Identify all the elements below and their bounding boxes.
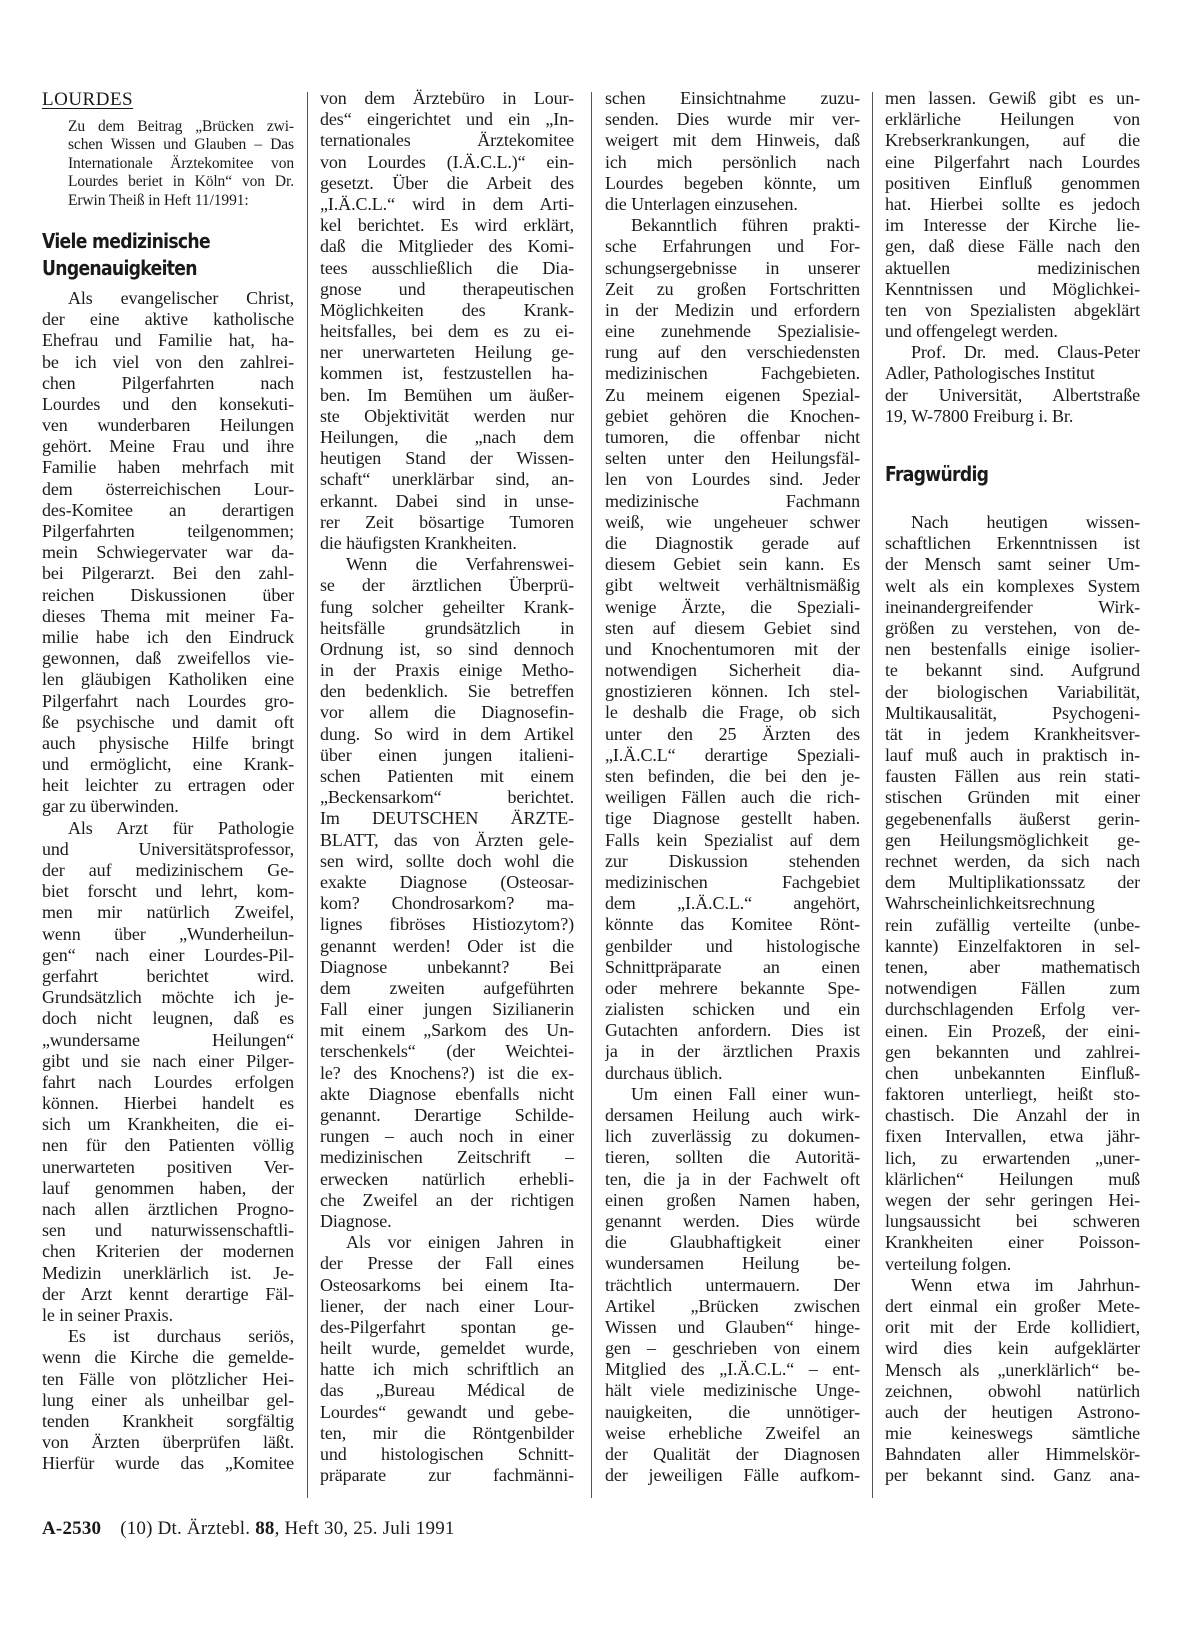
text-line: Multikausalität, Psychogeni- xyxy=(885,702,1140,723)
text-line: ven wunderbaren Heilungen xyxy=(42,415,294,436)
text-line: milie habe ich den Eindruck xyxy=(42,626,294,647)
text-line: Um einen Fall einer wun- xyxy=(631,1083,860,1104)
text-line: „Beckensarkom“ berichtet. xyxy=(320,787,574,808)
text-line: der Mensch samt seiner Um- xyxy=(885,554,1140,575)
text-line: notwendigen Fällen zum xyxy=(885,978,1140,999)
text-line: gen Heilungsmöglichkeit ge- xyxy=(885,829,1140,850)
text-line: len gläubigen Katholiken eine xyxy=(42,669,294,690)
text-line: wundersamen Heilung be- xyxy=(605,1253,860,1274)
text-line: genannt werden. Dies würde xyxy=(605,1210,860,1231)
text-line: sich um Krankheiten, die ei- xyxy=(42,1114,294,1135)
text-line: men mir natürlich Zweifel, xyxy=(42,902,294,923)
second-headline xyxy=(885,461,1140,488)
text-line: sche Erfahrungen und For- xyxy=(605,236,860,257)
text-line: ja in der ärztlichen Praxis xyxy=(605,1041,860,1062)
text-line: Im DEUTSCHEN ÄRZTE- xyxy=(320,808,574,829)
text-line: heitsfalles, bei dem es zu ei- xyxy=(320,321,574,342)
text-line: fung solcher geheilter Krank- xyxy=(320,596,574,617)
text-line: len von Lourdes sind. Jeder xyxy=(605,469,860,490)
text-line: biet forscht und lehrt, kom- xyxy=(42,881,294,902)
text-line: nauigkeiten, die unnötiger- xyxy=(605,1401,860,1422)
column-rule xyxy=(872,92,873,1498)
text-line: Als Arzt für Pathologie xyxy=(68,817,294,838)
text-line: des“ eingerichtet und ein „In- xyxy=(320,109,574,130)
text-line: der eine aktive katholische xyxy=(42,309,294,330)
text-line: im Interesse der Kirche lie- xyxy=(885,215,1140,236)
text-line: „I.Ä.C.L.“ wird in dem Arti- xyxy=(320,193,574,214)
journal-name: (10) Dt. Ärztebl. xyxy=(120,1518,251,1539)
issue-date: , Heft 30, 25. Juli 1991 xyxy=(274,1518,455,1539)
text-line: ternationales Ärztekomitee xyxy=(320,130,574,151)
text-line: Hierfür wurde das „Komitee xyxy=(42,1453,294,1474)
text-line: terschenkels“ (der Weichtei- xyxy=(320,1041,574,1062)
text-line: unter den 25 Ärzten des xyxy=(605,723,860,744)
text-line: heit leichter zu ertragen oder xyxy=(42,775,294,796)
text-line: gesetzt. Über die Arbeit des xyxy=(320,172,574,193)
text-line: genbilder und histologische xyxy=(605,935,860,956)
text-line: der Qualität der Diagnosen xyxy=(605,1444,860,1464)
text-line: gnose und therapeutischen xyxy=(320,278,574,299)
column-4 xyxy=(885,88,1140,1487)
text-line: zur Diskussion stehenden xyxy=(605,850,860,871)
text-line: gehört. Meine Frau und ihre xyxy=(42,436,294,457)
text-line: se der ärztlichen Überprü- xyxy=(320,575,574,596)
text-line: klärlichen“ Heilungen muß xyxy=(885,1168,1140,1189)
text-line: ße psychische und damit oft xyxy=(42,711,294,732)
text-line: gnostizieren können. Ich stel- xyxy=(605,681,860,702)
text-line: hält viele medizinische Unge- xyxy=(605,1380,860,1401)
text-line: Osteosarkoms bei einem Ita- xyxy=(320,1274,574,1295)
text-line: Krebserkrankungen, auf die xyxy=(885,130,1140,151)
text-line: weise erhebliche Zweifel an xyxy=(605,1422,860,1443)
text-line: dem Multiplikationssatz der xyxy=(885,872,1140,893)
text-line: te bekannt sind. Aufgrund xyxy=(885,660,1140,681)
column-1 xyxy=(42,88,294,1474)
text-line: be ich viel von den zahlrei- xyxy=(42,351,294,372)
intro-note xyxy=(42,118,294,210)
text-line: und offengelegt werden. xyxy=(885,321,1058,342)
text-line: tieren, sollten die Autoritä- xyxy=(605,1147,860,1168)
text-line: schaft“ unerklärbar sind, an- xyxy=(320,469,574,490)
text-line: „I.Ä.C.L“ derartige Speziali- xyxy=(605,744,860,765)
text-line: ten von Spezialisten abgeklärt xyxy=(885,299,1140,320)
text-line: doch nicht leugnen, daß es xyxy=(42,1008,294,1029)
text-line: ich mich persönlich nach xyxy=(605,151,860,172)
text-line: eine Pilgerfahrt nach Lourdes xyxy=(885,151,1140,172)
text-line: der jeweiligen Fälle aufkom- xyxy=(605,1465,860,1486)
text-line: dersamen Heilung auch wirk- xyxy=(605,1105,860,1125)
text-line: bei Pilgerarzt. Bei den zahl- xyxy=(42,563,294,584)
text-line: nach allen ärztlichen Progno- xyxy=(42,1199,294,1220)
text-line: kannte) Einzelfaktoren in sel- xyxy=(885,935,1140,956)
text-line: ten Fälle von plötzlicher Hei- xyxy=(42,1368,294,1389)
text-line: dung. So wird in dem Artikel xyxy=(320,723,574,744)
text-line: zialisten schicken und ein xyxy=(605,999,860,1020)
column-4-text xyxy=(885,88,1140,427)
text-line: heilt wurde, gemeldet wurde, xyxy=(320,1338,574,1359)
text-line: welt als ein komplexes System xyxy=(885,575,1140,596)
text-line: tige Diagnose gestellt haben. xyxy=(605,808,860,829)
text-line: durchschlagenden Erfolg ver- xyxy=(885,999,1140,1020)
text-line: wenn die Kirche die gemelde- xyxy=(42,1347,294,1368)
text-line: Schnittpräparate an einen xyxy=(605,956,860,977)
text-line: lauf genommen haben, der xyxy=(42,1177,294,1198)
text-line: „wundersame Heilungen“ xyxy=(42,1029,294,1050)
text-line: Diagnose unbekannt? Bei xyxy=(320,956,574,977)
text-line: Bekanntlich führen prakti- xyxy=(631,215,860,236)
text-line: rer Zeit bösartige Tumoren xyxy=(320,511,574,532)
text-line: liener, der nach einer Lour- xyxy=(320,1295,574,1316)
column-2-text xyxy=(320,88,574,1486)
intro-line: Internationale Ärztekomitee von xyxy=(68,154,294,172)
text-line: lignes fibröses Histiozytom?) xyxy=(320,914,574,935)
text-line: in der Praxis einige Metho- xyxy=(320,660,574,681)
text-line: gerfahrt berichtet wird. xyxy=(42,965,294,986)
text-line: lich, zu erwartenden „uner- xyxy=(885,1147,1140,1168)
text-line: medizinischen Fachgebiet xyxy=(605,871,860,892)
text-line: Artikel „Brücken zwischen xyxy=(605,1295,860,1316)
text-line: trächtlich untermauern. Der xyxy=(605,1274,860,1295)
text-line: wird dies kein aufgeklärter xyxy=(885,1338,1140,1359)
headline-line: Ungenauigkeiten xyxy=(42,255,197,280)
text-line: lung einer als unheilbar gel- xyxy=(42,1389,294,1410)
text-line: Lourdes“ gewandt und gebe- xyxy=(320,1401,574,1422)
intro-line: Lourdes beriet in Köln“ von Dr. xyxy=(68,173,294,191)
text-line: akte Diagnose ebenfalls nicht xyxy=(320,1083,574,1104)
text-line: schaftlichen Erkenntnissen ist xyxy=(885,533,1140,554)
text-line: weiß, wie ungeheuer schwer xyxy=(605,511,860,532)
text-line: reichen Diskussionen über xyxy=(42,584,294,605)
text-line: die Unterlagen einzusehen. xyxy=(605,193,798,214)
text-line: rechnet werden, da sich nach xyxy=(885,851,1140,871)
text-line: hat. Hierbei sollte es jedoch xyxy=(885,193,1140,214)
text-line: le? des Knochens?) ist die ex- xyxy=(320,1062,574,1083)
text-line: fahrt nach Lourdes erfolgen xyxy=(42,1071,294,1092)
text-line: Wissen und Glauben“ hinge- xyxy=(605,1316,860,1337)
text-line: wegen der sehr geringen Hei- xyxy=(885,1190,1140,1210)
text-line: Zeit zu großen Fortschritten xyxy=(605,278,860,299)
text-line: weiligen Fällen auch die rich- xyxy=(605,787,860,808)
column-2 xyxy=(320,88,574,1486)
text-line: ner unerwarteten Heilung ge- xyxy=(320,342,574,363)
text-line: medizinischen Fachgebieten. xyxy=(605,363,860,384)
text-line: chen unbekannten Einfluß- xyxy=(885,1062,1140,1083)
text-line: Kenntnissen und Möglichkei- xyxy=(885,278,1140,299)
text-line: auch physische Hilfe bringt xyxy=(42,732,294,753)
text-line: Mensch als „unerklärlich“ be- xyxy=(885,1359,1140,1380)
text-line: lich zuverlässig zu dokumen- xyxy=(605,1126,860,1147)
text-line: Diagnose. xyxy=(320,1210,392,1231)
text-line: Bahndaten aller Himmelskör- xyxy=(885,1444,1140,1465)
text-line: Lourdes und den konsekuti- xyxy=(42,393,294,414)
text-line: und ermöglicht, eine Krank- xyxy=(42,754,294,775)
text-line: dem zweiten aufgeführten xyxy=(320,977,574,998)
text-line: nen für den Patienten völlig xyxy=(42,1135,294,1156)
text-line: ste Objektivität werden nur xyxy=(320,405,574,426)
text-line: schen Einsichtnahme zuzu- xyxy=(605,88,860,108)
text-line: von Ärzten überprüfen läßt. xyxy=(42,1432,294,1453)
text-line: ten, mir die Röntgenbilder xyxy=(320,1422,574,1443)
text-line: men lassen. Gewiß gibt es un- xyxy=(885,88,1140,108)
text-line: genannt werden! Oder ist die xyxy=(320,935,574,956)
text-line: chastisch. Die Anzahl der in xyxy=(885,1105,1140,1126)
text-line: Ordnung ist, so sind dennoch xyxy=(320,638,574,659)
text-line: der Universität, Albertstraße xyxy=(885,384,1140,405)
text-line: Krankheiten einer Poisson- xyxy=(885,1232,1140,1253)
text-line: Medizin unerklärlich ist. Je- xyxy=(42,1262,294,1283)
text-line: le in seiner Praxis. xyxy=(42,1304,173,1325)
text-line: gibt weltweit verhältnismäßig xyxy=(605,575,860,596)
text-line: fausten Fällen aus rein stati- xyxy=(885,766,1140,787)
text-line: dem „I.Ä.C.L.“ angehört, xyxy=(605,893,860,914)
text-line: Prof. Dr. med. Claus-Peter xyxy=(911,342,1140,363)
text-line: Pilgerfahrten teilgenommen; xyxy=(42,521,294,542)
text-line: selten unter den Heilungsfäl- xyxy=(605,448,860,469)
text-line: Möglichkeiten des Krank- xyxy=(320,299,574,320)
text-line: Als vor einigen Jahren in xyxy=(346,1232,574,1253)
text-line: Falls kein Spezialist auf dem xyxy=(605,829,860,850)
text-line: Grundsätzlich möchte ich je- xyxy=(42,987,294,1008)
text-line: einen großen Namen haben, xyxy=(605,1189,860,1210)
text-line: schen Patienten mit einem xyxy=(320,766,574,786)
text-line: Familie haben mehrfach mit xyxy=(42,457,294,478)
text-line: von Lourdes (I.Ä.C.L.)“ ein- xyxy=(320,151,574,172)
text-line: kom? Chondrosarkom? ma- xyxy=(320,893,574,914)
text-line: rung auf den verschiedensten xyxy=(605,342,860,363)
text-line: das „Bureau Médical de xyxy=(320,1380,574,1401)
intro-line: Erwin Theiß in Heft 11/1991: xyxy=(68,191,249,209)
text-line: BLATT, das von Ärzten gele- xyxy=(320,829,574,850)
column-rule xyxy=(591,92,592,1498)
text-line: kel berichtet. Es wird erklärt, xyxy=(320,215,574,236)
text-line: notwendigen Sicherheit dia- xyxy=(605,660,860,681)
text-line: medizinischen Zeitschrift – xyxy=(320,1147,574,1168)
text-line: des-Komitee an derartigen xyxy=(42,499,294,520)
text-line: daß die Mitglieder des Komi- xyxy=(320,236,574,257)
text-line: ten, die ja in der Fachwelt oft xyxy=(605,1168,860,1189)
text-line: Fall einer jungen Sizilianerin xyxy=(320,999,574,1020)
text-line: rungen – auch noch in einer xyxy=(320,1126,574,1147)
text-line: fixen Intervallen, etwa jähr- xyxy=(885,1126,1140,1147)
text-line: chen Kriterien der modernen xyxy=(42,1241,294,1262)
text-line: des-Pilgerfahrt spontan ge- xyxy=(320,1316,574,1337)
text-line: und histologischen Schnitt- xyxy=(320,1444,574,1464)
page-footer xyxy=(42,1518,455,1540)
text-line: Gutachten anfordern. Dies ist xyxy=(605,1020,860,1041)
text-line: Adler, Pathologisches Institut xyxy=(885,363,1095,384)
text-line: Pilgerfahrt nach Lourdes gro- xyxy=(42,690,294,711)
text-line: gewonnen, daß zweifellos vie- xyxy=(42,648,294,669)
text-line: exakte Diagnose (Osteosar- xyxy=(320,871,574,892)
text-line: und Universitätsprofessor, xyxy=(42,838,294,859)
text-line: den bedenklich. Sie betreffen xyxy=(320,681,574,702)
text-line: nen bestenfalls einige isolier- xyxy=(885,639,1140,660)
text-line: könnte das Komitee Rönt- xyxy=(605,914,860,935)
text-line: Als evangelischer Christ, xyxy=(68,287,294,308)
text-line: der auf medizinischem Ge- xyxy=(42,860,294,881)
text-line: positiven Einfluß genommen xyxy=(885,172,1140,193)
text-line: mie keineswegs sämtliche xyxy=(885,1423,1140,1444)
text-line: tenden Krankheit sorgfältig xyxy=(42,1410,294,1431)
text-line: in der Medizin und erfordern xyxy=(605,299,860,320)
text-line: che Zweifel an der richtigen xyxy=(320,1189,574,1210)
page-number: A-2530 xyxy=(42,1518,102,1539)
text-line: hatte ich mich schriftlich an xyxy=(320,1359,574,1380)
text-line: mein Schwiegervater war da- xyxy=(42,542,294,563)
text-line: dem österreichischen Lour- xyxy=(42,478,294,499)
text-line: gar zu überwinden. xyxy=(42,796,179,817)
text-line: gen – geschrieben von einem xyxy=(605,1338,860,1359)
text-line: größen zu verstehen, von de- xyxy=(885,617,1140,638)
text-line: verteilung folgen. xyxy=(885,1253,1012,1274)
volume-number: 88 xyxy=(255,1518,275,1539)
text-line: stischen Gründen mit einer xyxy=(885,787,1140,808)
second-headline-text: Fragwürdig xyxy=(885,462,989,486)
text-line: lungsaussicht bei schweren xyxy=(885,1211,1140,1232)
text-line: präparate zur fachmänni- xyxy=(320,1465,574,1486)
text-line: dert einmal ein großer Mete- xyxy=(885,1295,1140,1316)
text-line: oder mehrere bekannte Spe- xyxy=(605,977,860,998)
text-line: medizinische Fachmann xyxy=(605,490,860,511)
text-line: le deshalb die Frage, ob sich xyxy=(605,702,860,723)
text-line: Wahrscheinlichkeitsrechnung xyxy=(885,893,1095,914)
text-line: diesem Gebiet sein kann. Es xyxy=(605,554,860,575)
text-line: gegebenenfalls äußerst gerin- xyxy=(885,808,1140,829)
text-line: orit mit der Erde kollidiert, xyxy=(885,1317,1140,1338)
text-line: dieses Thema mit meiner Fa- xyxy=(42,605,294,626)
text-line: gen bekannten und zahlrei- xyxy=(885,1041,1140,1062)
text-line: per bekannt sind. Ganz ana- xyxy=(885,1465,1140,1486)
text-line: unerwarteten positiven Ver- xyxy=(42,1156,294,1177)
text-line: Zu meinem eigenen Spezial- xyxy=(605,384,860,405)
text-line: sen wird, sollte doch wohl die xyxy=(320,850,574,871)
text-line: erwecken natürlich erhebli- xyxy=(320,1168,574,1189)
text-line: die Diagnostik gerade auf xyxy=(605,532,860,553)
text-line: der Presse der Fall eines xyxy=(320,1253,574,1274)
text-line: Wenn etwa im Jahrhun- xyxy=(911,1274,1140,1295)
column-3-text xyxy=(605,88,860,1486)
text-line: wenn über „Wunderheilun- xyxy=(42,923,294,944)
column-4b-text xyxy=(885,512,1140,1487)
text-line: ineinandergreifender Wirk- xyxy=(885,596,1140,617)
text-line: können. Hierbei handelt es xyxy=(42,1093,294,1114)
text-line: Ehefrau und Familie hat, ha- xyxy=(42,330,294,351)
text-line: die häufigsten Krankheiten. xyxy=(320,532,517,553)
text-line: einen. Ein Prozeß, der eini- xyxy=(885,1020,1140,1041)
text-line: Nach heutigen wissen- xyxy=(911,512,1140,532)
text-line: wenige Ärzte, die Speziali- xyxy=(605,596,860,617)
headline xyxy=(42,228,294,282)
text-line: erklärliche Heilungen von xyxy=(885,109,1140,130)
text-line: aktuellen medizinischen xyxy=(885,257,1140,278)
text-line: gibt und sie nach einer Pilger- xyxy=(42,1050,294,1071)
text-line: genannt. Derartige Schilde- xyxy=(320,1105,574,1125)
text-line: tumoren, die offenbar nicht xyxy=(605,427,860,447)
text-line: zeichnen, obwohl natürlich xyxy=(885,1380,1140,1401)
text-line: senden. Dies wurde mir ver- xyxy=(605,109,860,130)
text-line: gen, daß diese Fälle nach den xyxy=(885,236,1140,257)
column-3 xyxy=(605,88,860,1486)
intro-line: Zu dem Beitrag „Brücken zwi- xyxy=(68,118,294,135)
text-line: Wenn die Verfahrenswei- xyxy=(346,554,574,575)
text-line: über einen jungen italieni- xyxy=(320,744,574,765)
headline-line: Viele medizinische xyxy=(42,228,210,253)
text-line: und Knochentumoren mit der xyxy=(605,638,860,659)
text-line: Mitglied des „I.Ä.C.L.“ – ent- xyxy=(605,1359,860,1380)
text-line: tenen, aber mathematisch xyxy=(885,956,1140,977)
intro-line: schen Wissen und Glauben – Das xyxy=(68,136,294,154)
text-line: vor allem die Diagnosefin- xyxy=(320,702,574,723)
text-line: sen und naturwissenschaftli- xyxy=(42,1220,294,1241)
section-kicker: LOURDES xyxy=(42,89,134,110)
text-line: sten befinden, die bei den je- xyxy=(605,766,860,786)
text-line: sten auf diesem Gebiet sind xyxy=(605,617,860,638)
text-line: 19, W-7800 Freiburg i. Br. xyxy=(885,405,1074,426)
text-line: kommen ist, festzustellen ha- xyxy=(320,363,574,384)
text-line: ben. Im Bemühen um äußer- xyxy=(320,384,574,405)
text-line: Es ist durchaus seriös, xyxy=(68,1326,294,1347)
text-line: rein zufällig verteilte (unbe- xyxy=(885,914,1140,935)
text-line: mit einem „Sarkom des Un- xyxy=(320,1020,574,1041)
text-line: weigert mit dem Hinweis, daß xyxy=(605,130,860,151)
text-line: die Glaubhaftigkeit einer xyxy=(605,1232,860,1253)
text-line: der biologischen Variabilität, xyxy=(885,681,1140,702)
text-line: auch der heutigen Astrono- xyxy=(885,1401,1140,1422)
text-line: schungsergebnisse in unserer xyxy=(605,257,860,278)
text-line: tät in jedem Krankheitsver- xyxy=(885,723,1140,744)
text-line: durchaus üblich. xyxy=(605,1062,723,1083)
column-rule xyxy=(307,92,308,1498)
text-line: lauf muß auch in praktisch in- xyxy=(885,745,1140,766)
text-line: heitsfälle grundsätzlich in xyxy=(320,617,574,638)
text-line: gen“ nach einer Lourdes-Pil- xyxy=(42,944,294,965)
text-line: chen Pilgerfahrten nach xyxy=(42,372,294,393)
text-line: erkannt. Dabei sind in unse- xyxy=(320,490,574,511)
text-line: tees ausschließlich die Dia- xyxy=(320,257,574,278)
text-line: heutigen Stand der Wissen- xyxy=(320,448,574,469)
text-line: Heilungen, die „nach dem xyxy=(320,427,574,447)
text-line: gebiet gehören die Knochen- xyxy=(605,405,860,426)
text-line: faktoren unterliegt, heißt sto- xyxy=(885,1084,1140,1105)
text-line: Lourdes begeben könnte, um xyxy=(605,172,860,193)
text-line: eine zunehmende Spezialisie- xyxy=(605,321,860,342)
text-line: von dem Ärztebüro in Lour- xyxy=(320,88,574,108)
text-line: der Arzt kennt derartige Fäl- xyxy=(42,1283,294,1304)
column-1-text xyxy=(42,288,294,1475)
